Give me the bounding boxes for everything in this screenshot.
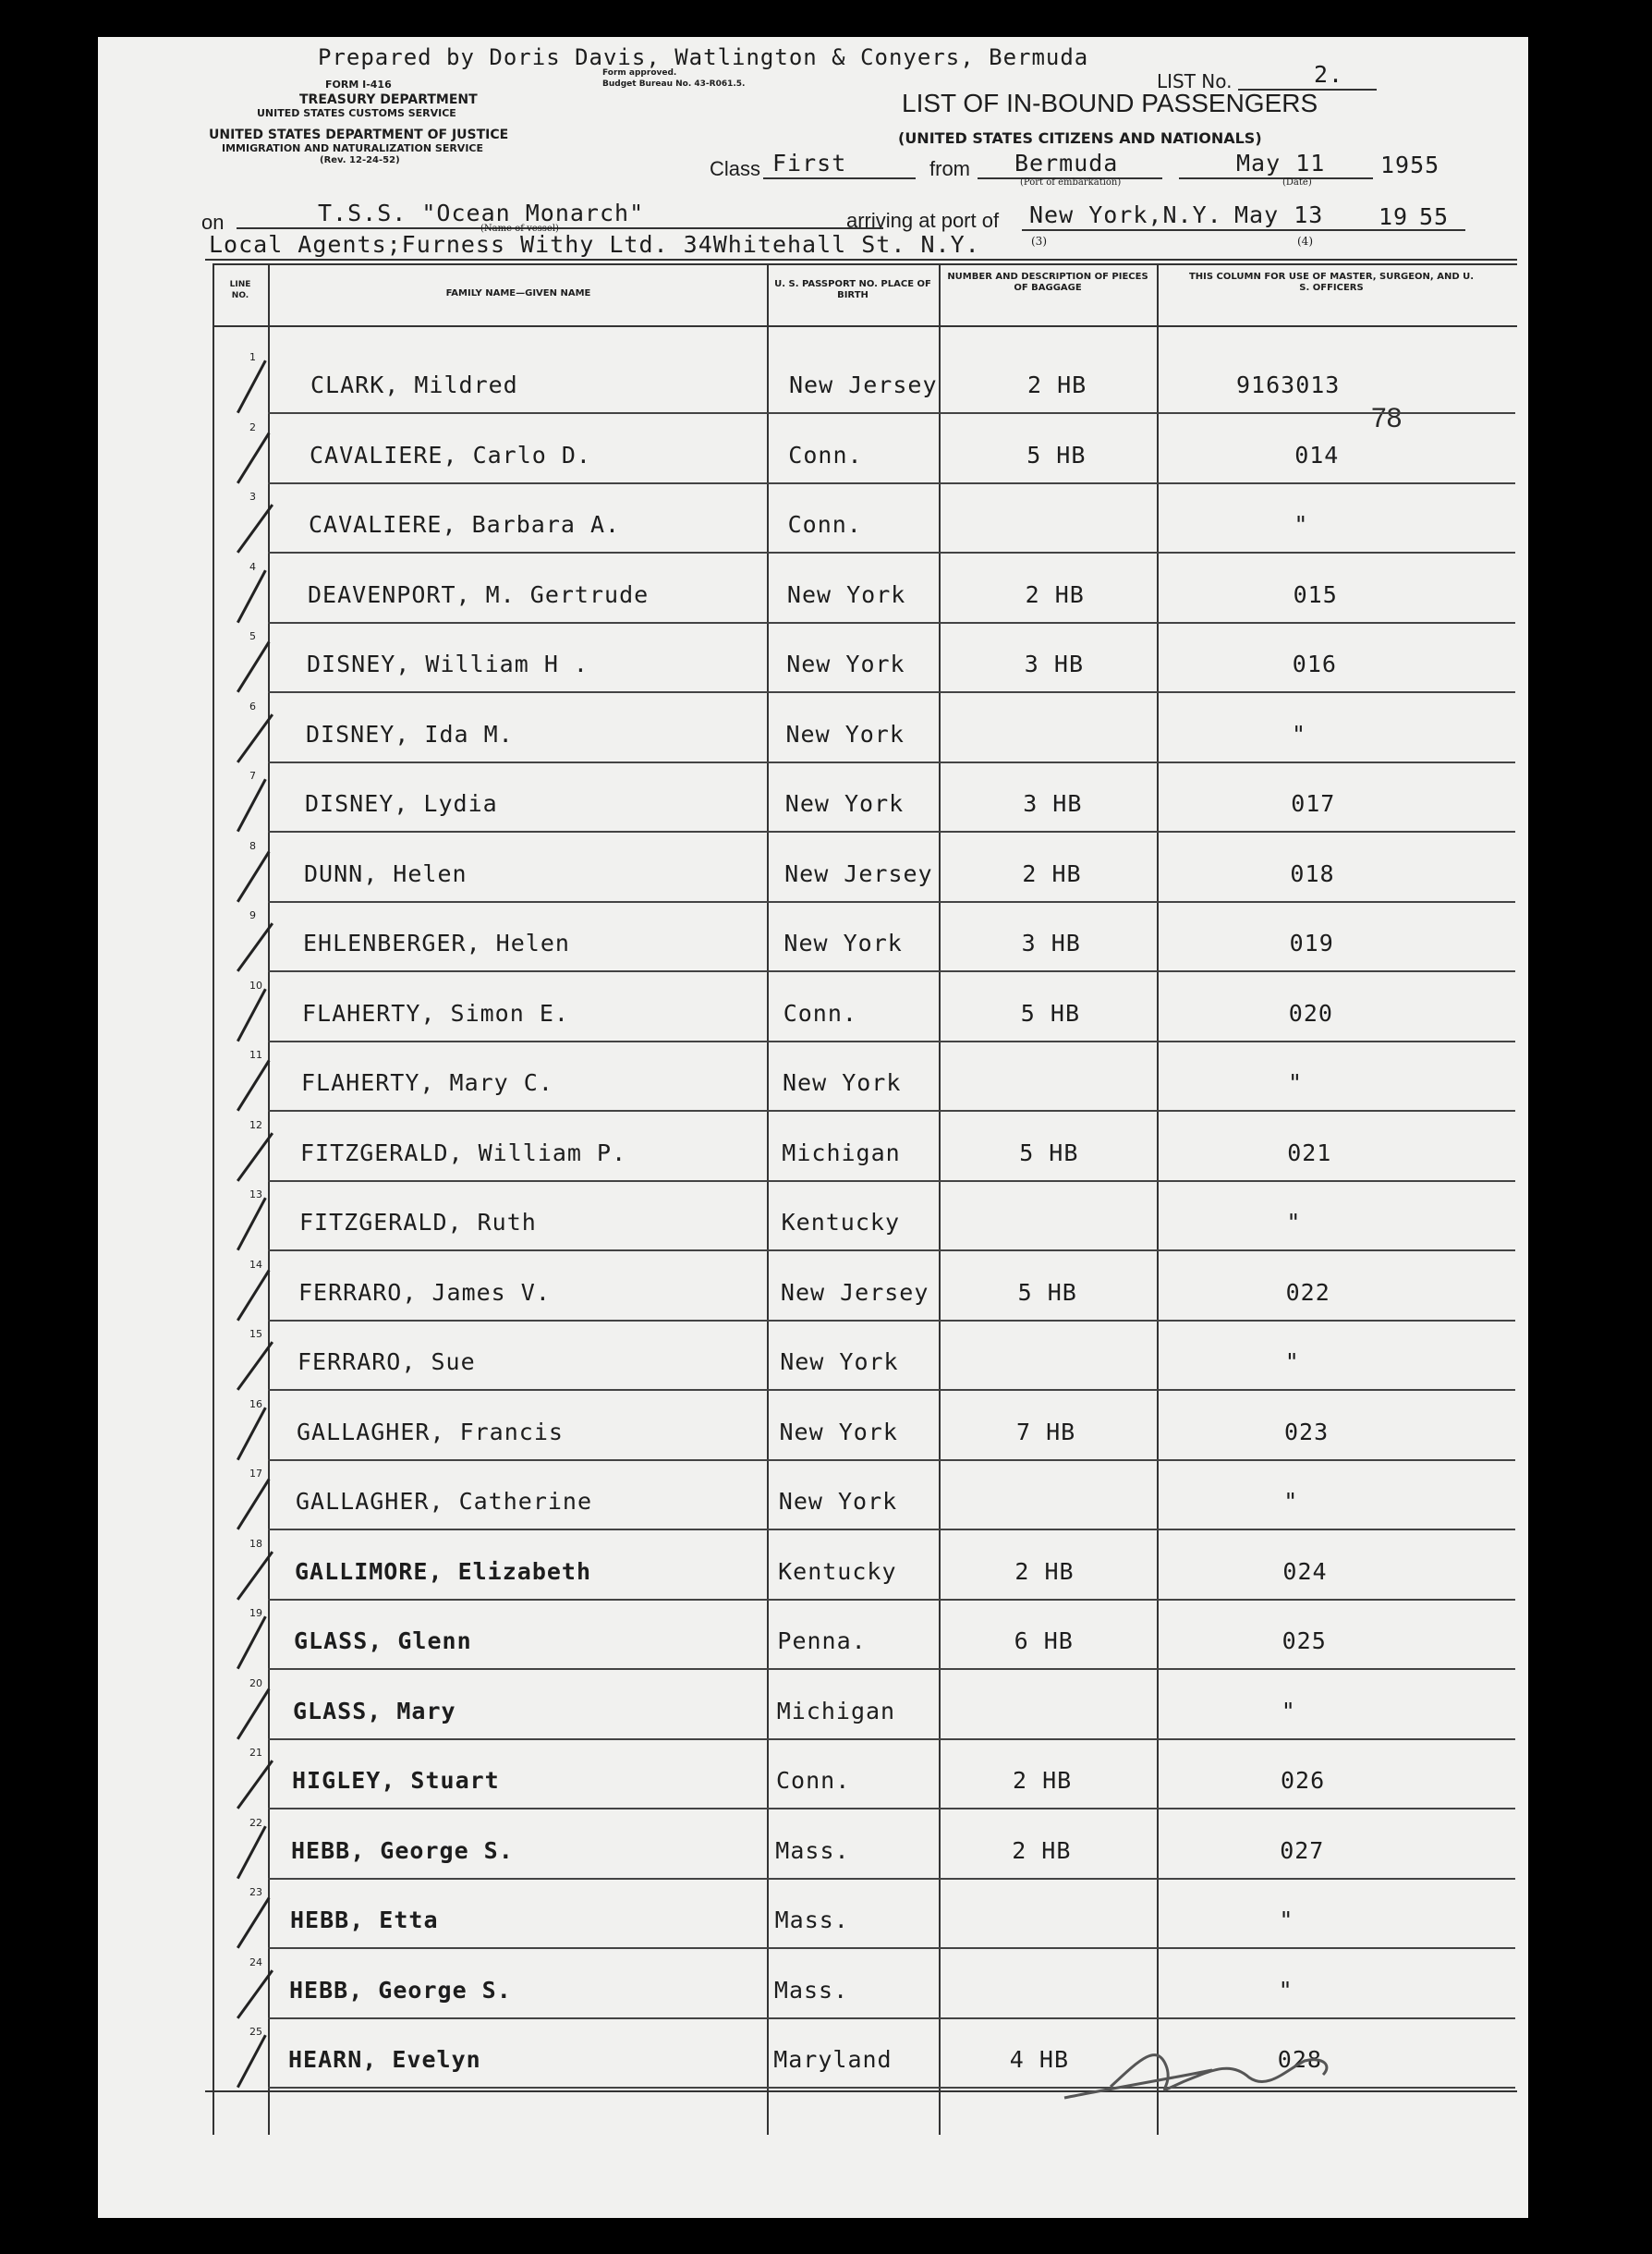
officer-entry: 015 — [1293, 580, 1338, 608]
officer-entry: " — [1279, 1907, 1294, 1933]
table-row — [98, 762, 1528, 833]
birthplace: New York — [784, 790, 905, 817]
arrival-year-prefix: 19 — [1379, 203, 1409, 230]
birthplace: New York — [783, 930, 903, 956]
officer-entry: " — [1288, 1069, 1304, 1096]
baggage: 5 HB — [1017, 1278, 1077, 1306]
line-number: 18 — [249, 1537, 262, 1550]
officer-entry: 028 — [1277, 2046, 1322, 2073]
baggage: 3 HB — [1023, 790, 1083, 817]
passenger-name: HEBB, Etta — [290, 1907, 439, 1933]
check-mark — [237, 988, 267, 1042]
officer-entry: 9163013 — [1236, 372, 1341, 398]
local-agents: Local Agents;Furness Withy Ltd. 34Whitehall St. N.Y. — [209, 231, 980, 258]
birthplace: New York — [786, 651, 905, 677]
passenger-name: CAVALIERE, Barbara A. — [309, 511, 621, 538]
header-name: FAMILY NAME—GIVEN NAME — [445, 288, 591, 299]
baggage: 2 HB — [1027, 372, 1087, 398]
birthplace: New York — [780, 1348, 899, 1375]
treasury-department: TREASURY DEPARTMENT — [299, 92, 478, 107]
departure-date-underline — [1179, 177, 1373, 179]
vessel-label: (Name of vessel) — [480, 224, 559, 234]
check-mark — [237, 1825, 267, 1879]
table-row — [98, 1809, 1528, 1880]
birthplace: Conn. — [776, 1767, 851, 1794]
line-number: 16 — [249, 1397, 262, 1410]
list-title: LIST OF IN-BOUND PASSENGERS — [902, 89, 1318, 117]
passenger-name: GALLAGHER, Catherine — [296, 1488, 593, 1515]
passenger-name: GALLIMORE, Elizabeth — [295, 1557, 592, 1585]
officer-entry: " — [1281, 1697, 1296, 1724]
from-label: from — [929, 157, 970, 180]
baggage: 5 HB — [1019, 1139, 1079, 1166]
date-label: (Date) — [1282, 177, 1312, 188]
baggage: 5 HB — [1026, 441, 1087, 469]
line-number: 9 — [249, 909, 256, 921]
line-number: 21 — [249, 1747, 262, 1759]
check-mark — [237, 1407, 267, 1460]
table-row — [98, 1670, 1528, 1740]
check-mark — [237, 1969, 273, 2019]
passenger-name: GLASS, Mary — [293, 1697, 456, 1724]
birthplace: Mass. — [773, 1976, 849, 2004]
form-approved: Form approved. — [602, 68, 677, 78]
passenger-name: FITZGERALD, William P. — [300, 1139, 627, 1166]
officer-entry: 021 — [1287, 1139, 1332, 1166]
passenger-name: FLAHERTY, Mary C. — [301, 1069, 553, 1096]
table-row — [98, 902, 1528, 972]
class-label: Class — [710, 157, 761, 180]
preparer-line: Prepared by Doris Davis, Watlington & Conyers, Bermuda — [318, 44, 1089, 70]
manifest-page — [98, 37, 1528, 2218]
revision-date: (Rev. 12-24-52) — [320, 155, 400, 165]
vessel-underline — [237, 227, 883, 229]
check-mark — [237, 1197, 267, 1250]
birthplace: Conn. — [788, 441, 863, 469]
baggage: 3 HB — [1024, 651, 1085, 677]
table-row — [98, 554, 1528, 624]
birthplace: New Jersey — [784, 859, 933, 887]
line-number: 7 — [249, 770, 256, 782]
birthplace: New York — [785, 720, 905, 748]
table-row — [98, 1600, 1528, 1670]
class-value: First — [772, 150, 847, 177]
table-row — [98, 693, 1528, 763]
header-bottom-rule — [213, 325, 1517, 327]
table-row — [98, 1112, 1528, 1182]
birthplace: New York — [783, 1069, 902, 1096]
table-row — [98, 1949, 1528, 2019]
officer-entry: 022 — [1285, 1278, 1330, 1306]
passenger-name: HEBB, George S. — [291, 1836, 514, 1864]
birthplace: Mass. — [775, 1836, 850, 1864]
line-number: 4 — [249, 560, 256, 573]
officer-entry: " — [1294, 511, 1309, 538]
arrival-date: May 13 — [1234, 201, 1324, 228]
line-number: 8 — [249, 839, 256, 852]
passenger-name: HIGLEY, Stuart — [292, 1767, 500, 1794]
line-number: 11 — [249, 1049, 262, 1061]
signature — [1055, 2033, 1351, 2116]
officer-entry: 017 — [1291, 790, 1336, 817]
line-number: 15 — [249, 1328, 262, 1340]
birthplace: Kentucky — [778, 1557, 897, 1585]
line-number: 13 — [249, 1188, 262, 1200]
officer-entry: 025 — [1282, 1627, 1327, 1654]
line-number: 3 — [249, 491, 256, 503]
justice-department: UNITED STATES DEPARTMENT OF JUSTICE — [209, 128, 509, 142]
officer-entry: " — [1292, 720, 1307, 748]
check-mark — [237, 850, 270, 902]
baggage: 3 HB — [1021, 930, 1081, 956]
baggage: 5 HB — [1020, 999, 1081, 1027]
passenger-name: HEARN, Evelyn — [288, 2046, 481, 2073]
line-number: 20 — [249, 1676, 262, 1689]
class-underline — [763, 177, 916, 179]
passenger-name: DISNEY, Ida M. — [306, 720, 514, 748]
check-mark — [237, 778, 267, 832]
officer-entry: 018 — [1290, 859, 1335, 887]
check-mark — [237, 1760, 273, 1809]
arrival-year-suffix: 55 — [1419, 203, 1450, 230]
officer-entry: 024 — [1282, 1557, 1328, 1585]
table-row — [98, 972, 1528, 1042]
passenger-name: FERRARO, James V. — [298, 1278, 551, 1306]
birthplace: New York — [786, 580, 906, 608]
table-row — [98, 1321, 1528, 1391]
check-mark — [237, 2034, 267, 2088]
port-embarkation-label: (Port of embarkation) — [1020, 177, 1122, 188]
birthplace: Michigan — [776, 1697, 896, 1724]
vessel-name: T.S.S. "Ocean Monarch" — [318, 200, 645, 226]
on-label: on — [201, 211, 225, 234]
passenger-name: FERRARO, Sue — [298, 1348, 476, 1375]
table-row — [98, 1391, 1528, 1461]
birthplace: Maryland — [773, 2046, 893, 2073]
baggage: 4 HB — [1009, 2046, 1070, 2073]
line-number: 25 — [249, 2026, 262, 2038]
table-row — [98, 1739, 1528, 1809]
agents-underline — [205, 259, 1517, 261]
departure-date: May 11 — [1236, 150, 1326, 177]
table-row — [98, 833, 1528, 903]
birthplace: Conn. — [783, 999, 857, 1027]
check-mark — [237, 922, 273, 972]
line-number: 24 — [249, 1955, 262, 1968]
from-value: Bermuda — [1014, 150, 1119, 177]
officer-entry: " — [1283, 1488, 1299, 1515]
label-3: (3) — [1031, 235, 1047, 248]
table-row — [98, 1181, 1528, 1251]
check-mark — [237, 1551, 273, 1601]
officer-entry: " — [1284, 1348, 1300, 1375]
passenger-name: CAVALIERE, Carlo D. — [310, 441, 591, 469]
label-4: (4) — [1297, 235, 1313, 248]
line-number: 2 — [249, 420, 256, 433]
officer-entry: 027 — [1280, 1836, 1325, 1864]
page-annotation: 78 — [1371, 403, 1403, 433]
header-line-no: LINE NO. — [229, 280, 251, 300]
line-number: 5 — [249, 630, 256, 642]
baggage: 2 HB — [1025, 580, 1085, 608]
officer-entry: 019 — [1289, 930, 1334, 956]
table-row — [98, 483, 1528, 554]
check-mark — [237, 641, 270, 693]
officer-entry: 023 — [1284, 1418, 1330, 1445]
line-number: 1 — [249, 351, 256, 363]
check-mark — [237, 1687, 270, 1739]
baggage: 2 HB — [1014, 1557, 1075, 1585]
immigration-service: IMMIGRATION AND NATURALIZATION SERVICE — [222, 142, 484, 154]
form-number: FORM I-416 — [325, 79, 392, 91]
passenger-name: GALLAGHER, Francis — [297, 1418, 564, 1445]
officer-entry: 020 — [1288, 999, 1333, 1027]
table-row — [98, 1879, 1528, 1949]
check-mark — [237, 1479, 270, 1530]
officer-entry: " — [1286, 1209, 1302, 1236]
officer-entry: 026 — [1281, 1767, 1326, 1794]
check-mark — [237, 713, 273, 763]
arrival-port: New York,N.Y. — [1029, 201, 1222, 228]
birthplace: Michigan — [782, 1139, 901, 1166]
birthplace: New York — [779, 1418, 898, 1445]
departure-year: 1955 — [1380, 152, 1440, 178]
arriving-label: arriving at port of — [846, 209, 1000, 232]
passenger-name: DISNEY, Lydia — [305, 790, 498, 817]
header-officers: THIS COLUMN FOR USE OF MASTER, SURGEON, AND U. S. OFFICERS — [1188, 272, 1475, 293]
check-mark — [237, 1341, 273, 1391]
table-row — [98, 1042, 1528, 1112]
table-row — [98, 344, 1528, 414]
table-row — [98, 623, 1528, 693]
line-number: 14 — [249, 1258, 262, 1271]
table-row — [98, 1251, 1528, 1322]
baggage: 6 HB — [1014, 1627, 1074, 1654]
check-mark — [237, 569, 267, 623]
line-number: 10 — [249, 979, 262, 992]
passenger-name: HEBB, George S. — [289, 1976, 512, 2004]
check-mark — [237, 504, 273, 554]
passenger-name: GLASS, Glenn — [294, 1627, 472, 1654]
check-mark — [237, 432, 270, 483]
check-mark — [237, 1132, 273, 1182]
table-row — [98, 1530, 1528, 1601]
baggage: 2 HB — [1013, 1767, 1073, 1794]
table-row — [98, 414, 1528, 484]
birthplace: Kentucky — [781, 1209, 901, 1236]
budget-bureau: Budget Bureau No. 43-R061.5. — [602, 79, 746, 89]
passenger-name: FLAHERTY, Simon E. — [302, 999, 569, 1027]
passenger-name: EHLENBERGER, Helen — [303, 930, 570, 956]
table-row — [98, 1460, 1528, 1530]
birthplace: New Jersey — [789, 372, 938, 398]
officer-entry: " — [1278, 1976, 1294, 2004]
check-mark — [237, 1897, 270, 1949]
check-mark — [237, 1060, 270, 1112]
passenger-name: DISNEY, William H . — [307, 651, 589, 677]
line-number: 23 — [249, 1886, 262, 1898]
list-subtitle: (UNITED STATES CITIZENS AND NATIONALS) — [898, 129, 1262, 147]
baggage: 7 HB — [1016, 1418, 1076, 1445]
check-mark — [237, 359, 267, 413]
passenger-name: FITZGERALD, Ruth — [299, 1209, 537, 1236]
list-no-label: LIST No. — [1157, 70, 1233, 92]
check-mark — [237, 1269, 270, 1321]
birthplace: Mass. — [774, 1907, 849, 1933]
birthplace: Conn. — [787, 511, 862, 538]
officer-entry: 016 — [1292, 651, 1337, 677]
passenger-name: CLARK, Mildred — [310, 372, 518, 398]
line-number: 22 — [249, 1816, 262, 1829]
list-no-value: 2. — [1314, 61, 1344, 88]
baggage: 2 HB — [1012, 1836, 1072, 1864]
line-number: 12 — [249, 1118, 262, 1131]
officer-entry: 014 — [1294, 441, 1340, 469]
table-top-rule — [213, 263, 1517, 265]
birthplace: New York — [778, 1488, 898, 1515]
birthplace: New Jersey — [780, 1278, 929, 1306]
birthplace: Penna. — [777, 1627, 867, 1654]
arrival-underline — [1022, 229, 1465, 231]
line-number: 17 — [249, 1468, 262, 1480]
header-baggage: NUMBER AND DESCRIPTION OF PIECES OF BAGGAGE — [947, 272, 1148, 293]
passenger-name: DUNN, Helen — [304, 859, 468, 887]
customs-service: UNITED STATES CUSTOMS SERVICE — [257, 107, 456, 119]
baggage: 2 HB — [1022, 859, 1082, 887]
header-passport: U. S. PASSPORT NO. PLACE OF BIRTH — [774, 279, 931, 300]
line-number: 19 — [249, 1607, 262, 1619]
check-mark — [237, 1615, 267, 1669]
line-number: 6 — [249, 700, 256, 713]
passenger-name: DEAVENPORT, M. Gertrude — [308, 580, 650, 608]
